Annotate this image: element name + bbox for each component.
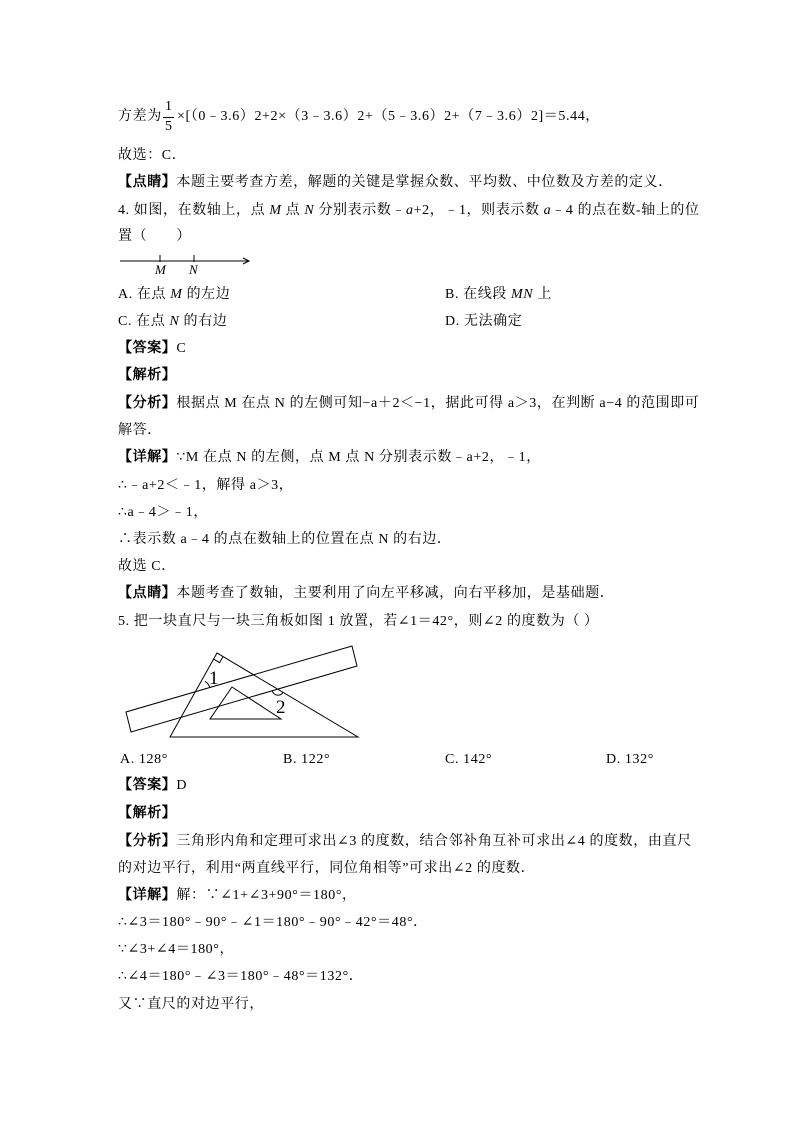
stem-text: 分别表示数﹣ xyxy=(314,203,407,218)
detail-label: 【详解】 xyxy=(118,888,177,903)
q4-option-b xyxy=(445,285,552,305)
fenxi-label: 【分析】 xyxy=(118,834,177,849)
q3-choice: 故选：C． xyxy=(118,148,187,163)
answer-value: C xyxy=(176,341,187,356)
option-text: 的左边 xyxy=(182,287,231,302)
q4-stem-line1 xyxy=(118,201,700,221)
detail-label: 【详解】 xyxy=(118,450,177,465)
q4-analysis-heading: 【解析】 xyxy=(118,368,177,383)
triangle-outer xyxy=(170,653,358,737)
q5-stem: 5. 把一块直尺与一块三角板如图 1 放置，若∠1＝42°，则∠2 的度数为（ ） xyxy=(118,614,599,629)
note-text: 本题主要考查方差，解题的关键是掌握众数、平均数、中位数及方差的定义． xyxy=(176,175,673,190)
angle-1-label: 1 xyxy=(209,668,219,689)
q5-answer xyxy=(118,776,187,796)
q4-detail-line1 xyxy=(118,448,541,468)
ruler-triangle-figure xyxy=(120,640,365,745)
option-text: C. 在点 xyxy=(118,314,170,329)
fraction-numerator: 1 xyxy=(165,99,172,114)
q5-option-c: C. 142° xyxy=(445,752,493,767)
q5-fenxi-line2: 的对边平行，利用“两直线平行，同位角相等”可求出∠2 的度数． xyxy=(118,861,536,876)
variance-prefix: 方差为 xyxy=(118,109,162,124)
answer-value: D xyxy=(176,778,188,793)
q4-answer xyxy=(118,339,186,359)
q4-option-c xyxy=(118,312,227,332)
option-text: 的右边 xyxy=(179,314,228,329)
variance-expression: ×[（0﹣3.6）2+2×（3﹣3.6）2+（5﹣3.6）2+（7﹣3.6）2]＝5.44， xyxy=(177,109,600,124)
stem-text: 4. 如图，在数轴上，点 xyxy=(118,203,270,218)
fenxi-text: 根据点 M 在点 N 的左侧可知−a＋2＜−1，据此可得 a＞3，在判断 a−4 的范围即可 xyxy=(176,396,700,411)
fraction-bar xyxy=(163,117,174,118)
q5-detail-line3: ∵∠3+∠4＝180°， xyxy=(118,942,235,957)
q5-option-d: D. 132° xyxy=(606,752,654,767)
number-line-label-m: M xyxy=(155,262,166,277)
q4-note xyxy=(118,584,614,604)
answer-label: 【答案】 xyxy=(118,341,177,356)
note-label: 【点睛】 xyxy=(118,175,177,190)
detail-text: 解：∵∠1+∠3+90°＝180°， xyxy=(176,888,357,903)
point-n: N xyxy=(304,203,315,218)
q4-option-d: D. 无法确定 xyxy=(445,314,523,329)
fenxi-label: 【分析】 xyxy=(118,396,177,411)
q5-fenxi-line1 xyxy=(118,832,692,852)
option-text: A. 在点 xyxy=(118,287,171,302)
answer-label: 【答案】 xyxy=(118,778,177,793)
detail-text: ∵M 在点 N 的左侧，点 M 点 N 分别表示数﹣a+2，﹣1， xyxy=(176,450,541,465)
q4-stem-line2: 置（ ） xyxy=(118,229,191,244)
point-m: M xyxy=(269,203,282,218)
stem-text: 点 xyxy=(281,203,305,218)
variable-a: a xyxy=(406,203,414,218)
option-text: B. 在线段 xyxy=(445,287,512,302)
q5-detail-line4: ∴∠4＝180°﹣∠3＝180°﹣48°＝132°． xyxy=(118,969,364,984)
segment-mn: MN xyxy=(511,287,534,302)
variable-a: a xyxy=(543,203,552,218)
q4-detail-line2: ∴﹣a+2＜﹣1，解得 a＞3， xyxy=(118,478,294,493)
q4-fenxi-line1 xyxy=(118,394,699,414)
fraction-denominator: 5 xyxy=(165,119,172,134)
q4-choice: 故选 C． xyxy=(118,559,176,574)
q3-note xyxy=(118,173,673,193)
q4-fenxi-line2: 解答． xyxy=(118,423,162,438)
q5-detail-line5: 又∵直尺的对边平行， xyxy=(118,997,264,1012)
q5-option-b: B. 122° xyxy=(283,752,331,767)
q5-analysis-heading: 【解析】 xyxy=(118,806,177,821)
stem-text: +2，﹣1，则表示数 xyxy=(413,203,544,218)
note-text: 本题考查了数轴，主要利用了向左平移减，向右平移加，是基础题． xyxy=(176,586,615,601)
fenxi-text: 三角形内角和定理可求出∠3 的度数，结合邻补角互补可求出∠4 的度数，由直尺 xyxy=(176,834,692,849)
q4-option-a xyxy=(118,285,230,305)
number-line-figure xyxy=(118,250,252,270)
stem-text: ﹣4 的点在数-轴上的位 xyxy=(551,203,700,218)
q5-option-a: A. 128° xyxy=(120,752,168,767)
q5-detail-line1 xyxy=(118,886,357,906)
point-m: M xyxy=(170,287,183,302)
number-line-label-n: N xyxy=(189,262,198,277)
q4-detail-line4: ∴表示数 a﹣4 的点在数轴上的位置在点 N 的右边． xyxy=(118,532,452,547)
q5-detail-line2: ∴∠3＝180°﹣90°﹣∠1＝180°﹣90°﹣42°＝48°． xyxy=(118,915,428,930)
q4-detail-line3: ∴a﹣4＞﹣1， xyxy=(118,505,208,520)
note-label: 【点睛】 xyxy=(118,586,177,601)
angle-2-label: 2 xyxy=(276,697,286,718)
option-text: 上 xyxy=(533,287,552,302)
point-n: N xyxy=(169,314,180,329)
